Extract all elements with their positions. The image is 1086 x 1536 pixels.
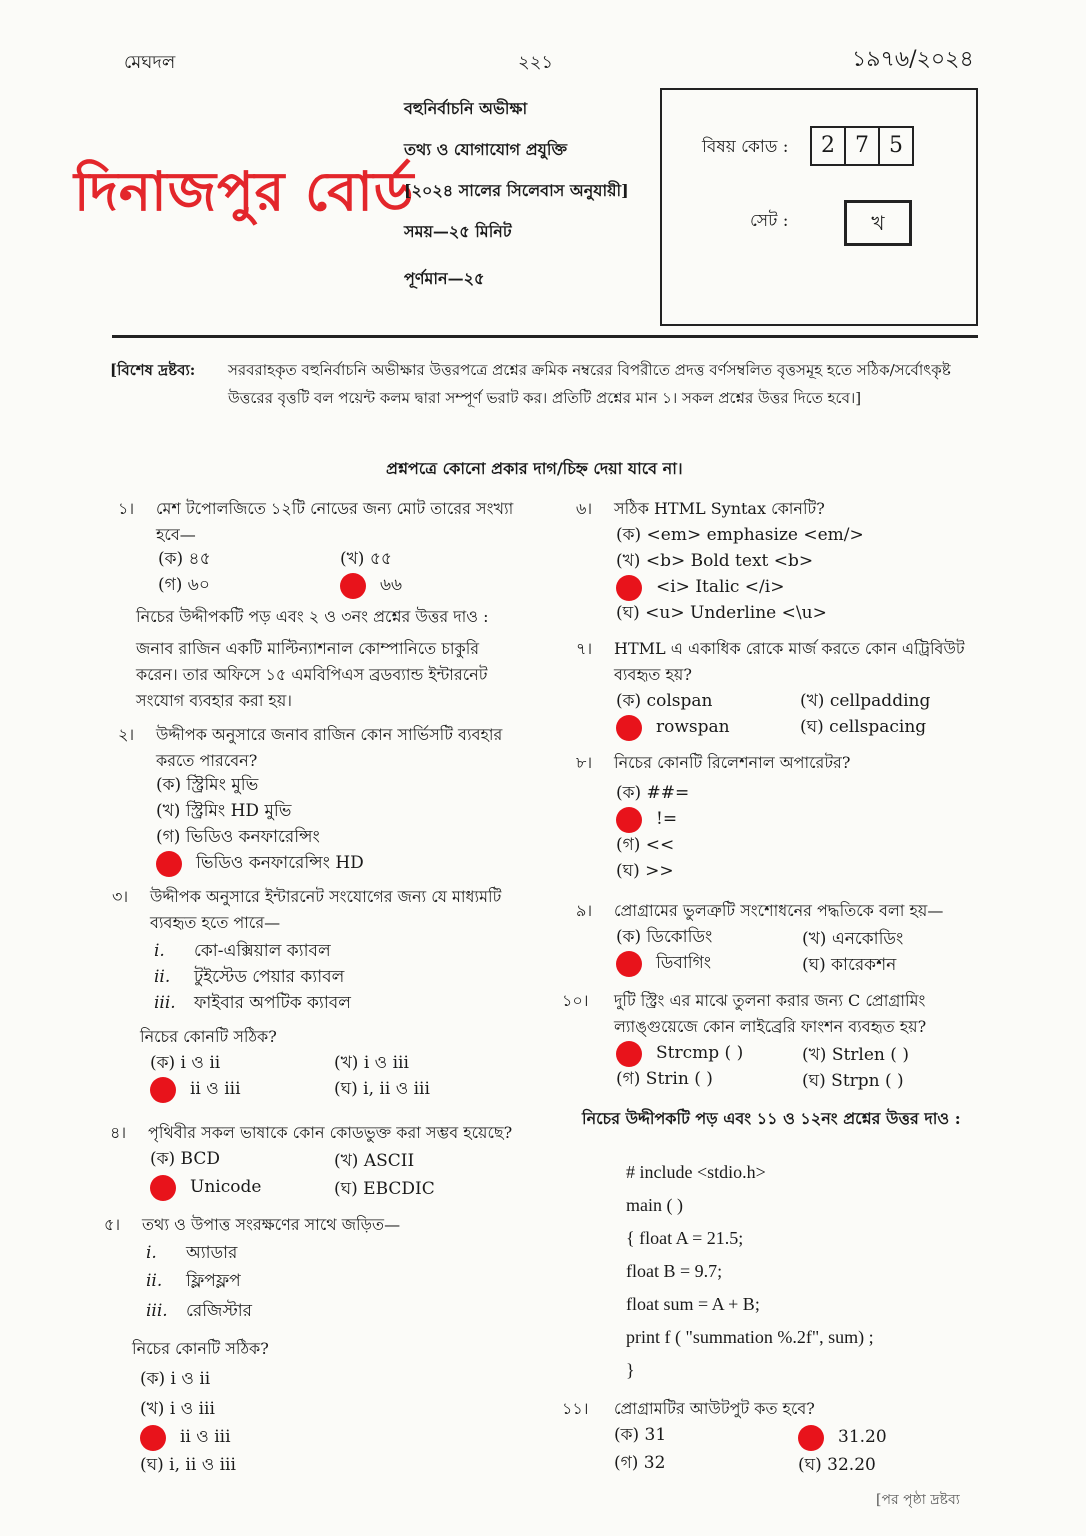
code-line: print f ( "summation %.2f", sum) ; — [626, 1327, 874, 1347]
option-d[interactable]: (ঘ) i, ii ও iii — [334, 1079, 430, 1099]
question-text: তথ্য ও উপাত্ত সংরক্ষণের সাথে জড়িত— — [142, 1215, 401, 1234]
question-6 — [576, 496, 976, 522]
subject-code-digits — [810, 126, 912, 166]
option-text: ii ও iii — [180, 1427, 231, 1447]
option-c[interactable]: (গ) ভিডিও কনফারেন্সিং — [156, 827, 320, 847]
stem-instruction: নিচের উদ্দীপকটি পড় এবং ২ ও ৩নং প্রশ্নের উত্তর দাও : — [136, 607, 489, 626]
code-line: { float A = 21.5; — [626, 1228, 744, 1248]
option-d[interactable]: (ঘ) 32.20 — [798, 1455, 876, 1475]
divider — [112, 335, 978, 338]
code-line: main ( ) — [626, 1195, 683, 1215]
note-label: [বিশেষ দ্রষ্টব্য: — [110, 361, 196, 379]
question-number: ৩। — [112, 887, 129, 906]
statement-iii: iii. ফাইবার অপটিক ক্যাবল — [154, 993, 351, 1013]
question-number: ২। — [118, 725, 135, 744]
option-a[interactable]: (ক) স্ট্রিমিং মুভি — [156, 775, 259, 795]
question-number: ৯। — [576, 901, 593, 920]
option-text: Unicode — [190, 1177, 262, 1197]
option-b[interactable]: (খ) i ও iii — [334, 1053, 409, 1073]
answer-mark-icon — [150, 1077, 176, 1103]
option-c[interactable]: (গ) ৬০ — [158, 575, 210, 595]
question-text: উদ্দীপক অনুসারে জনাব রাজিন কোন সার্ভিসটি ব্যবহার করতে পারবেন? — [156, 725, 503, 770]
option-text: <i> Italic </i> — [656, 577, 785, 597]
question-number: ১০। — [562, 991, 589, 1010]
option-a[interactable]: (ক) <em> emphasize <em/> — [616, 525, 864, 545]
warning-text: প্রশ্নপত্রে কোনো প্রকার দাগ/চিহ্ন দেয়া যাবে না। — [386, 459, 683, 478]
option-text: != — [656, 809, 678, 829]
next-page-note: [পর পৃষ্ঠা দ্রষ্টব্য — [876, 1492, 960, 1508]
option-c-selected[interactable] — [150, 1076, 241, 1103]
question-number: ৫। — [104, 1215, 121, 1234]
option-b-selected[interactable] — [798, 1424, 887, 1451]
option-d[interactable]: (ঘ) cellspacing — [800, 717, 927, 737]
code-block — [626, 1156, 874, 1387]
answer-mark-icon — [798, 1425, 824, 1451]
code-digit: 2 — [810, 126, 846, 166]
option-d[interactable]: (ঘ) EBCDIC — [334, 1179, 435, 1199]
option-a[interactable]: (ক) ডিকোডিং — [616, 927, 713, 947]
statement-iii: iii. রেজিস্টার — [146, 1301, 253, 1321]
set-label: সেট : — [750, 211, 789, 231]
option-a[interactable]: (ক) colspan — [616, 691, 713, 711]
code-digit: 7 — [844, 126, 880, 166]
question-text: পৃথিবীর সকল ভাষাকে কোন কোডভুক্ত করা সম্ভব হয়েছে? — [148, 1123, 513, 1142]
exam-marks: পূর্ণমান—২৫ — [404, 269, 485, 288]
option-text: rowspan — [656, 717, 730, 737]
question-9 — [576, 898, 980, 924]
question-8 — [576, 750, 976, 776]
option-c[interactable]: (গ) Strin ( ) — [616, 1069, 713, 1089]
question-text: প্রোগ্রামটির আউটপুট কত হবে? — [614, 1399, 815, 1418]
option-b[interactable]: (খ) এনকোডিং — [802, 929, 904, 949]
stem-text: জনাব রাজিন একটি মাল্টিন্যাশনাল কোম্পানিতে চাকুরি করেন। তার অফিসে ১৫ এমবিপিএস ব্রডব্যান্ড ইন্টারনেট সংযোগ ব্যবহার করা হয়। — [136, 639, 488, 710]
code-box — [660, 88, 978, 326]
option-text: ডিবাগিং — [656, 953, 712, 973]
option-b[interactable]: (খ) ৫৫ — [340, 549, 392, 569]
option-a[interactable]: (ক) 31 — [614, 1425, 667, 1445]
statement-i: i. কো-এক্সিয়াল ক্যাবল — [154, 941, 331, 961]
exam-subject: তথ্য ও যোগাযোগ প্রযুক্তি — [404, 140, 568, 159]
answer-mark-icon — [616, 1041, 642, 1067]
statement-ii: ii. টুইস্টেড পেয়ার ক্যাবল — [154, 967, 345, 987]
option-a[interactable]: (ক) i ও ii — [150, 1053, 221, 1073]
code-line: float B = 9.7; — [626, 1261, 723, 1281]
question-number: ৬। — [576, 499, 593, 518]
option-c[interactable]: (গ) 32 — [614, 1453, 666, 1473]
option-a-selected[interactable] — [616, 1040, 743, 1067]
option-b-selected[interactable] — [616, 806, 677, 833]
exam-syllabus: [২০২৪ সালের সিলেবাস অনুযায়ী] — [404, 181, 629, 200]
option-text: Strcmp ( ) — [656, 1043, 744, 1063]
option-c[interactable]: (গ) << — [616, 835, 675, 855]
stem-instruction: নিচের উদ্দীপকটি পড় এবং ১১ ও ১২নং প্রশ্নের উত্তর দাও : — [582, 1109, 961, 1128]
answer-mark-icon — [340, 573, 366, 599]
question-code: ১৯৭৬/২০২৪ — [852, 47, 974, 72]
option-c-selected[interactable] — [616, 574, 784, 601]
question-4 — [110, 1120, 530, 1146]
board-title: দিনাজপুর বোর্ড — [74, 160, 415, 223]
option-b[interactable]: (খ) স্ট্রিমিং HD মুভি — [156, 801, 292, 821]
answer-mark-icon — [616, 715, 642, 741]
question-number: ৮। — [576, 753, 593, 772]
option-text: ৬৬ — [380, 575, 403, 595]
option-a[interactable]: (ক) BCD — [150, 1149, 221, 1169]
subject-code-label: বিষয় কোড : — [702, 137, 789, 157]
option-c-selected[interactable] — [616, 714, 730, 741]
answer-mark-icon — [150, 1175, 176, 1201]
question-5 — [104, 1212, 524, 1238]
question-number: ১১। — [562, 1399, 589, 1418]
option-b[interactable]: (খ) i ও iii — [140, 1399, 215, 1419]
option-c-selected[interactable] — [150, 1174, 261, 1201]
question-text: HTML এ একাধিক রোকে মার্জ করতে কোন এট্রিবিউট ব্যবহৃত হয়? — [614, 639, 965, 684]
question-1 — [118, 496, 522, 548]
note-text: সরবরাহকৃত বহুনির্বাচনি অভীক্ষার উত্তরপত্রে প্রশ্নের ক্রমিক নম্বরের বিপরীতে প্রদত্ত বর্ণসম্বলিত বৃত্তসমূহ হতে সঠিক/সর্বোৎকৃষ্ট উত্তরের বৃত্তটি বল পয়েন্ট কলম দ্বারা সম্পূর্ণ ভরাট কর। প্রতিটি প্রশ্নের মান ১। সকল প্রশ্নের উত্তর দিতে হবে।] — [228, 361, 951, 407]
option-d[interactable]: (ঘ) <u> Underline <\u> — [616, 603, 827, 623]
answer-mark-icon — [156, 851, 182, 877]
option-a[interactable]: (ক) ##= — [616, 783, 690, 803]
question-text: মেশ টপোলজিতে ১২টি নোডের জন্য মোট তারের সংখ্যা হবে— — [156, 499, 514, 544]
page-number: ২২১ — [518, 52, 554, 73]
answer-mark-icon — [616, 807, 642, 833]
answer-mark-icon — [140, 1425, 166, 1451]
question-11 — [562, 1396, 982, 1422]
question-number: ৭। — [576, 639, 593, 658]
exam-time: সময়—২৫ মিনিট — [404, 222, 512, 241]
question-7 — [576, 636, 980, 688]
code-line: float sum = A + B; — [626, 1294, 760, 1314]
option-b[interactable]: (খ) Strlen ( ) — [802, 1045, 909, 1065]
question-text: সঠিক HTML Syntax কোনটি? — [614, 499, 825, 518]
option-text: 31.20 — [838, 1427, 887, 1447]
question-number: ১। — [118, 499, 135, 518]
question-2 — [118, 722, 522, 774]
exam-type: বহুনির্বাচনি অভীক্ষা — [404, 99, 528, 118]
code-line: } — [626, 1360, 635, 1380]
option-b[interactable]: (খ) ASCII — [334, 1151, 415, 1171]
statement-i: i. অ্যাডার — [146, 1243, 238, 1263]
answer-mark-icon — [616, 951, 642, 977]
question-3 — [112, 884, 522, 936]
exam-info — [404, 96, 629, 307]
option-a[interactable]: (ক) i ও ii — [140, 1369, 211, 1389]
option-c-selected[interactable] — [140, 1424, 231, 1451]
question-text: প্রোগ্রামের ভুলত্রুটি সংশোধনের পদ্ধতিকে বলা হয়— — [614, 901, 944, 920]
question-10 — [562, 988, 982, 1040]
code-digit: 5 — [878, 126, 914, 166]
option-b[interactable]: (খ) cellpadding — [800, 691, 931, 711]
option-d[interactable]: (ঘ) কারেকশন — [802, 955, 897, 975]
set-value: খ — [844, 200, 912, 246]
which-correct: নিচের কোনটি সঠিক? — [140, 1027, 277, 1046]
option-d-selected[interactable] — [340, 572, 402, 599]
question-text: উদ্দীপক অনুসারে ইন্টারনেট সংযোগের জন্য যে মাধ্যমটি ব্যবহৃত হতে পারে— — [150, 887, 502, 932]
which-correct: নিচের কোনটি সঠিক? — [132, 1339, 269, 1358]
option-d[interactable]: (ঘ) Strpn ( ) — [802, 1071, 904, 1091]
option-text: ii ও iii — [190, 1079, 241, 1099]
question-text: নিচের কোনটি রিলেশনাল অপারেটর? — [614, 753, 851, 772]
option-d[interactable]: (ঘ) >> — [616, 861, 674, 881]
statement-ii: ii. ফ্লিপফ্লপ — [146, 1271, 241, 1291]
option-b[interactable]: (খ) <b> Bold text <b> — [616, 551, 814, 571]
answer-mark-icon — [616, 575, 642, 601]
option-c-selected[interactable] — [616, 950, 711, 977]
code-line: # include <stdio.h> — [626, 1162, 766, 1182]
question-number: ৪। — [110, 1123, 127, 1142]
option-a[interactable]: (ক) ৪৫ — [158, 549, 211, 569]
question-text: দুটি স্ট্রিং এর মাঝে তুলনা করার জন্য C প্রোগ্রামিং ল্যাঙ্গুয়েজে কোন লাইব্রেরি ফাংশন ব্যবহৃত হয়? — [614, 991, 927, 1036]
option-d-selected[interactable] — [156, 850, 364, 877]
publisher-name: মেঘদল — [124, 52, 176, 73]
option-text: ভিডিও কনফারেন্সিং HD — [196, 853, 364, 873]
option-d[interactable]: (ঘ) i, ii ও iii — [140, 1455, 236, 1475]
